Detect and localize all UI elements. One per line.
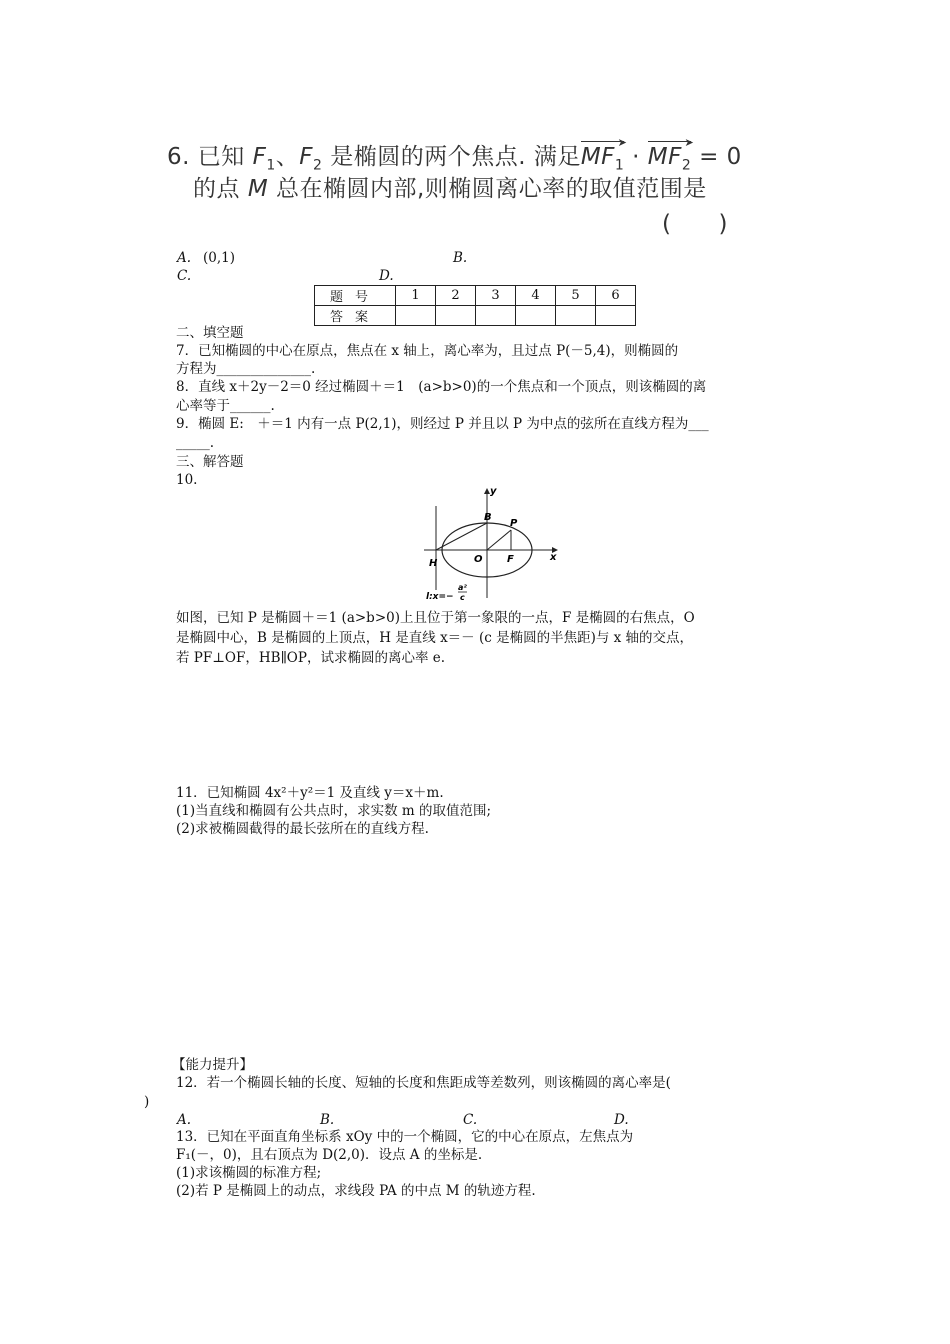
answer-table-row-answers	[315, 306, 636, 326]
q6-line-2	[193, 170, 707, 203]
label-frac-num: a²	[458, 583, 467, 592]
answer-cell[interactable]	[396, 306, 436, 326]
answer-cell[interactable]	[596, 306, 636, 326]
q6-f2-sub: 2	[312, 157, 323, 174]
answer-cell[interactable]	[476, 306, 516, 326]
q6-f2: F	[299, 144, 313, 170]
label-y: y	[490, 486, 497, 497]
q6-vec1-sub: 1	[614, 157, 625, 174]
label-f: F	[507, 554, 514, 565]
q6-mid: 是椭圆的两个焦点. 满足	[322, 144, 581, 170]
label-frac-den: c	[460, 593, 465, 600]
q13-line-2: F₁(－，0)，且右顶点为 D(2,0)．设点 A 的坐标是.	[176, 1147, 483, 1163]
q11-line-3: (2)求被椭圆截得的最长弦所在的直线方程.	[176, 821, 429, 837]
answer-cell[interactable]	[516, 306, 556, 326]
segment-hb	[436, 523, 487, 550]
table-cell-number: 6	[596, 286, 636, 306]
section-solve-title: 三、解答题	[176, 454, 244, 470]
q6-f1: F	[252, 144, 267, 170]
label-p: P	[510, 518, 518, 529]
q12-line-2: )	[144, 1094, 150, 1110]
q12-option-d: D.	[614, 1112, 629, 1128]
q10-line-1: 如图，已知 P 是椭圆＋＝1 (a>b>0)上且位于第一象限的一点，F 是椭圆的右焦点，O	[176, 610, 695, 626]
label-o: O	[474, 554, 483, 565]
q6-option-b-label: B.	[453, 250, 468, 266]
answer-cell[interactable]	[556, 306, 596, 326]
q6-vec2-text: MF	[647, 144, 682, 170]
table-cell-number: 3	[476, 286, 516, 306]
q6-prefix: 6. 已知	[167, 144, 253, 170]
q8-line-2: 心率等于______.	[176, 398, 275, 414]
table-header-question-number: 题号	[315, 286, 396, 306]
q6-answer-paren: ( )	[662, 211, 728, 237]
arrowhead-icon: ➤	[617, 136, 628, 149]
label-directrix: l:x=−	[426, 592, 454, 600]
table-cell-number: 5	[556, 286, 596, 306]
q12-option-b: B.	[320, 1112, 335, 1128]
q11-line-2: (1)当直线和椭圆有公共点时，求实数 m 的取值范围;	[176, 803, 492, 819]
segment-op	[487, 530, 511, 550]
label-b: B	[484, 512, 492, 523]
q13-line-1: 13．已知在平面直角坐标系 xOy 中的一个椭圆，它的中心在原点，左焦点为	[176, 1129, 634, 1145]
q9-line-1: 9．椭圆 E: ＋＝1 内有一点 P(2,1)，则经过 P 并且以 P 为中点的弦所在直线方程为___	[176, 416, 709, 432]
q10-line-2: 是椭圆中心，B 是椭圆的上顶点，H 是直线 x＝－ (c 是椭圆的半焦距)与 x 轴的交点，	[176, 630, 694, 646]
label-x: x	[550, 552, 557, 563]
q6-option-c-label: C.	[177, 268, 192, 284]
q6-option-a-value: (0,1)	[203, 250, 236, 266]
table-cell-number: 2	[436, 286, 476, 306]
q6-sep: 、	[275, 144, 300, 170]
q8-line-1: 8．直线 x＋2y－2＝0 经过椭圆＋＝1 (a>b>0)的一个焦点和一个顶点，则该椭圆的离	[176, 379, 707, 395]
table-cell-number: 1	[396, 286, 436, 306]
q6-option-a-label: A.	[177, 250, 192, 266]
answer-cell[interactable]	[436, 306, 476, 326]
q12-option-c: C.	[463, 1112, 478, 1128]
q6-line-1	[167, 138, 742, 174]
q6-line2-a: 的点	[193, 176, 248, 202]
q13-line-3: (1)求该椭圆的标准方程;	[176, 1165, 322, 1181]
q10-line-3: 若 PF⊥OF，HB∥OP，试求椭圆的离心率 e.	[176, 650, 446, 666]
q7-line-1: 7．已知椭圆的中心在原点，焦点在 x 轴上，离心率为，且过点 P(－5,4)，则椭圆的	[176, 343, 679, 359]
label-h: H	[429, 558, 438, 569]
q6-f1-sub: 1	[266, 157, 276, 174]
q6-vec1-text: MF	[580, 144, 615, 170]
answer-table-row-numbers	[315, 286, 636, 306]
q6-eq: = 0	[691, 144, 742, 170]
q13-line-4: (2)若 P 是椭圆上的动点，求线段 PA 的中点 M 的轨迹方程.	[176, 1183, 536, 1199]
q7-line-2: 方程为______________.	[176, 361, 316, 377]
q11-line-1: 11．已知椭圆 4x²＋y²＝1 及直线 y＝x＋m.	[176, 785, 444, 801]
q6-line2-b: 总在椭圆内部,则椭圆离心率的取值范围是	[268, 176, 707, 202]
q12-line-1: 12．若一个椭圆长轴的长度、短轴的长度和焦距成等差数列，则该椭圆的离心率是(	[176, 1075, 671, 1091]
q6-option-d-label: D.	[379, 268, 394, 284]
ellipse-figure	[424, 486, 564, 600]
table-header-answer: 答案	[315, 306, 396, 326]
q9-line-2: _____.	[176, 435, 215, 451]
table-cell-number: 4	[516, 286, 556, 306]
q6-dot: ·	[624, 144, 648, 170]
section-fill-in-title: 二、填空题	[176, 325, 244, 341]
q10-number: 10.	[176, 472, 198, 488]
q12-option-a: A.	[177, 1112, 192, 1128]
q6-m: M	[247, 176, 269, 202]
q6-vec2-sub: 2	[681, 157, 692, 174]
arrowhead-icon: ➤	[684, 136, 695, 149]
ability-title: 【能力提升】	[172, 1057, 253, 1073]
answer-table	[314, 285, 636, 326]
